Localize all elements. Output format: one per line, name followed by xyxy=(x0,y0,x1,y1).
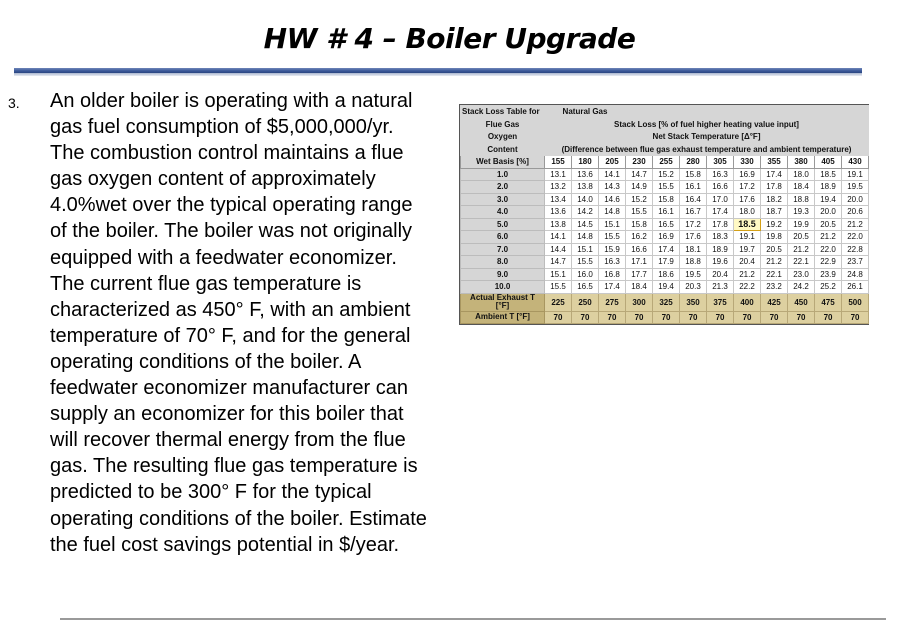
header-stack-loss: Stack Loss [% of fuel higher heating value input] xyxy=(545,118,869,131)
table-header-row-2 xyxy=(461,131,869,144)
stack-loss-cell: 16.1 xyxy=(653,206,680,219)
stack-loss-cell: 26.1 xyxy=(842,281,869,294)
stack-loss-cell: 22.2 xyxy=(734,281,761,294)
stack-loss-cell: 15.8 xyxy=(626,218,653,231)
stack-loss-cell: 22.9 xyxy=(815,256,842,269)
highlighted-stack-loss-cell: 18.5 xyxy=(734,218,761,231)
stack-loss-cell: 14.2 xyxy=(572,206,599,219)
exhaust-temp-cell: 375 xyxy=(707,293,734,311)
stack-loss-cell: 21.2 xyxy=(761,256,788,269)
ambient-temp-row xyxy=(461,311,869,324)
stack-loss-cell: 19.4 xyxy=(653,281,680,294)
stack-loss-cell: 20.0 xyxy=(842,193,869,206)
stack-loss-cell: 20.5 xyxy=(788,231,815,244)
stack-loss-cell: 15.2 xyxy=(626,193,653,206)
table-row xyxy=(461,281,869,294)
header-difference: (Difference between flue gas exhaust temperature and ambient temperature) xyxy=(545,143,869,156)
ambient-temp-cell: 70 xyxy=(761,311,788,324)
stack-loss-cell: 18.4 xyxy=(626,281,653,294)
stack-loss-cell: 15.5 xyxy=(626,206,653,219)
stack-loss-cell: 22.8 xyxy=(842,243,869,256)
label-oxygen: Oxygen xyxy=(461,131,545,144)
stack-loss-cell: 17.6 xyxy=(680,231,707,244)
net-temp-cell: 430 xyxy=(842,156,869,169)
stack-loss-cell: 18.9 xyxy=(815,181,842,194)
stack-loss-cell: 15.8 xyxy=(680,168,707,181)
stack-loss-cell: 13.8 xyxy=(545,218,572,231)
oxygen-cell: 2.0 xyxy=(461,181,545,194)
stack-loss-cell: 17.4 xyxy=(761,168,788,181)
net-temp-cell: 255 xyxy=(653,156,680,169)
stack-loss-cell: 20.4 xyxy=(734,256,761,269)
problem-text: An older boiler is operating with a natural gas fuel consumption of $5,000,000/yr. The combustion control maintains a flue gas oxygen content of approximately 4.0%wet over the typical operating range of the boiler. The boiler was not originally equipped with a feedwater economizer. The current flue gas temperature is characterized as 450° F, with an ambient temperature of 70° F, and for the general operating conditions of the boiler. A feedwater economizer manufacturer can supply an economizer for this boiler that will recover thermal energy from the flue gas. The resulting flue gas temperature is predicted to be 300° F for the typical operating conditions of the boiler. Estimate the fuel cost savings potential in $/year. xyxy=(50,90,427,556)
exhaust-temp-cell: 425 xyxy=(761,293,788,311)
stack-loss-cell: 18.2 xyxy=(761,193,788,206)
table-row xyxy=(461,256,869,269)
stack-loss-cell: 14.8 xyxy=(599,206,626,219)
table-fuel: Natural Gas xyxy=(545,106,626,119)
stack-loss-cell: 14.5 xyxy=(572,218,599,231)
ambient-temp-cell: 70 xyxy=(842,311,869,324)
stack-loss-cell: 17.4 xyxy=(653,243,680,256)
stack-loss-cell: 21.3 xyxy=(707,281,734,294)
net-temp-cell: 405 xyxy=(815,156,842,169)
stack-loss-cell: 20.0 xyxy=(815,206,842,219)
stack-loss-cell: 15.1 xyxy=(545,268,572,281)
stack-loss-cell: 18.1 xyxy=(680,243,707,256)
stack-loss-cell: 13.1 xyxy=(545,168,572,181)
header-net-temp: Net Stack Temperature [Δ°F] xyxy=(545,131,869,144)
exhaust-temp-label xyxy=(461,293,545,311)
oxygen-cell: 9.0 xyxy=(461,268,545,281)
ambient-temp-cell: 70 xyxy=(599,311,626,324)
exhaust-temp-cell: 400 xyxy=(734,293,761,311)
stack-loss-cell: 20.3 xyxy=(680,281,707,294)
stack-loss-cell: 19.1 xyxy=(734,231,761,244)
net-temp-cell: 205 xyxy=(599,156,626,169)
stack-loss-cell: 22.1 xyxy=(761,268,788,281)
stack-loss-cell: 15.5 xyxy=(545,281,572,294)
stack-loss-cell: 17.2 xyxy=(680,218,707,231)
stack-loss-cell: 16.4 xyxy=(680,193,707,206)
stack-loss-cell: 20.4 xyxy=(707,268,734,281)
stack-loss-grid xyxy=(460,105,869,324)
stack-loss-cell: 21.2 xyxy=(815,231,842,244)
stack-loss-cell: 16.3 xyxy=(599,256,626,269)
stack-loss-cell: 15.1 xyxy=(572,243,599,256)
stack-loss-cell: 16.9 xyxy=(653,231,680,244)
stack-loss-cell: 22.0 xyxy=(842,231,869,244)
stack-loss-cell: 22.0 xyxy=(815,243,842,256)
stack-loss-cell: 19.1 xyxy=(842,168,869,181)
table-row xyxy=(461,181,869,194)
stack-loss-cell: 16.1 xyxy=(680,181,707,194)
ambient-temp-cell: 70 xyxy=(707,311,734,324)
ambient-temp-cell: 70 xyxy=(626,311,653,324)
stack-loss-cell: 20.5 xyxy=(761,243,788,256)
stack-loss-cell: 14.3 xyxy=(599,181,626,194)
stack-loss-cell: 16.0 xyxy=(572,268,599,281)
stack-loss-cell: 18.6 xyxy=(653,268,680,281)
stack-loss-cell: 17.8 xyxy=(707,218,734,231)
stack-loss-cell: 16.9 xyxy=(734,168,761,181)
exhaust-temp-row xyxy=(461,293,869,311)
ambient-temp-label: Ambient T [°F] xyxy=(461,311,545,324)
stack-loss-cell: 13.6 xyxy=(572,168,599,181)
ambient-temp-cell: 70 xyxy=(653,311,680,324)
ambient-temp-cell: 70 xyxy=(680,311,707,324)
stack-loss-cell: 19.7 xyxy=(734,243,761,256)
ambient-temp-cell: 70 xyxy=(788,311,815,324)
table-label: Stack Loss Table for xyxy=(461,106,545,119)
stack-loss-cell: 14.7 xyxy=(545,256,572,269)
stack-loss-cell: 16.5 xyxy=(653,218,680,231)
exhaust-temp-cell: 450 xyxy=(788,293,815,311)
stack-loss-cell: 13.2 xyxy=(545,181,572,194)
label-flue-gas: Flue Gas xyxy=(461,118,545,131)
ambient-temp-cell: 70 xyxy=(734,311,761,324)
exhaust-temp-cell: 475 xyxy=(815,293,842,311)
exhaust-temp-cell: 275 xyxy=(599,293,626,311)
stack-loss-cell: 20.6 xyxy=(842,206,869,219)
net-temp-cell: 230 xyxy=(626,156,653,169)
stack-loss-cell: 19.5 xyxy=(842,181,869,194)
stack-loss-cell: 19.9 xyxy=(788,218,815,231)
stack-loss-cell: 13.4 xyxy=(545,193,572,206)
oxygen-cell: 6.0 xyxy=(461,231,545,244)
stack-loss-cell: 18.8 xyxy=(680,256,707,269)
stack-loss-cell: 14.1 xyxy=(599,168,626,181)
table-row xyxy=(461,243,869,256)
table-row xyxy=(461,218,869,231)
stack-loss-cell: 23.0 xyxy=(788,268,815,281)
exhaust-temp-cell: 250 xyxy=(572,293,599,311)
stack-loss-cell: 23.7 xyxy=(842,256,869,269)
stack-loss-cell: 19.3 xyxy=(788,206,815,219)
net-temp-cell: 330 xyxy=(734,156,761,169)
stack-loss-cell: 16.8 xyxy=(599,268,626,281)
stack-loss-cell: 14.9 xyxy=(626,181,653,194)
problem-number: 3. xyxy=(8,95,20,111)
stack-loss-cell: 21.2 xyxy=(788,243,815,256)
table-row xyxy=(461,193,869,206)
stack-loss-cell: 15.5 xyxy=(653,181,680,194)
exhaust-temp-label-line1: Actual Exhaust T xyxy=(470,293,535,302)
stack-loss-cell: 14.8 xyxy=(572,231,599,244)
stack-loss-cell: 15.5 xyxy=(572,256,599,269)
stack-loss-cell: 21.2 xyxy=(842,218,869,231)
slide-title: HW # 4 – Boiler Upgrade xyxy=(263,22,636,55)
wet-basis-label: Wet Basis [%] xyxy=(461,156,545,169)
stack-loss-cell: 16.7 xyxy=(680,206,707,219)
exhaust-temp-cell: 300 xyxy=(626,293,653,311)
exhaust-temp-label-line2: [°F] xyxy=(495,301,510,310)
stack-loss-cell: 19.4 xyxy=(815,193,842,206)
stack-loss-cell: 14.4 xyxy=(545,243,572,256)
stack-loss-cell: 14.7 xyxy=(626,168,653,181)
stack-loss-cell: 18.7 xyxy=(761,206,788,219)
ambient-temp-cell: 70 xyxy=(545,311,572,324)
stack-loss-cell: 21.2 xyxy=(734,268,761,281)
stack-loss-cell: 25.2 xyxy=(815,281,842,294)
stack-loss-cell: 15.5 xyxy=(599,231,626,244)
stack-loss-cell: 15.1 xyxy=(599,218,626,231)
oxygen-cell: 1.0 xyxy=(461,168,545,181)
exhaust-temp-cell: 225 xyxy=(545,293,572,311)
ambient-temp-cell: 70 xyxy=(815,311,842,324)
table-row xyxy=(461,268,869,281)
stack-loss-cell: 18.0 xyxy=(734,206,761,219)
stack-loss-cell: 19.2 xyxy=(761,218,788,231)
stack-loss-cell: 19.8 xyxy=(761,231,788,244)
stack-loss-cell: 14.0 xyxy=(572,193,599,206)
stack-loss-cell: 15.9 xyxy=(599,243,626,256)
stack-loss-cell: 18.5 xyxy=(815,168,842,181)
net-temp-cell: 280 xyxy=(680,156,707,169)
table-row xyxy=(461,231,869,244)
net-temp-row xyxy=(461,156,869,169)
stack-loss-cell: 18.8 xyxy=(788,193,815,206)
bottom-divider xyxy=(60,618,886,620)
stack-loss-cell: 16.3 xyxy=(707,168,734,181)
oxygen-cell: 5.0 xyxy=(461,218,545,231)
exhaust-temp-cell: 350 xyxy=(680,293,707,311)
stack-loss-cell: 16.2 xyxy=(626,231,653,244)
stack-loss-table xyxy=(459,104,869,325)
stack-loss-cell: 24.8 xyxy=(842,268,869,281)
oxygen-cell: 3.0 xyxy=(461,193,545,206)
stack-loss-cell: 17.0 xyxy=(707,193,734,206)
table-row xyxy=(461,206,869,219)
stack-loss-cell: 22.1 xyxy=(788,256,815,269)
exhaust-temp-cell: 325 xyxy=(653,293,680,311)
table-title-blank xyxy=(626,106,869,119)
stack-loss-cell: 18.9 xyxy=(707,243,734,256)
table-row xyxy=(461,168,869,181)
stack-loss-cell: 15.2 xyxy=(653,168,680,181)
oxygen-cell: 4.0 xyxy=(461,206,545,219)
stack-loss-cell: 23.2 xyxy=(761,281,788,294)
stack-loss-cell: 15.8 xyxy=(653,193,680,206)
stack-loss-cell: 17.2 xyxy=(734,181,761,194)
stack-loss-cell: 17.9 xyxy=(653,256,680,269)
table-title-row xyxy=(461,106,869,119)
stack-loss-cell: 17.4 xyxy=(599,281,626,294)
stack-loss-cell: 14.1 xyxy=(545,231,572,244)
ambient-temp-cell: 70 xyxy=(572,311,599,324)
stack-loss-cell: 17.4 xyxy=(707,206,734,219)
stack-loss-cell: 23.9 xyxy=(815,268,842,281)
title-underline-shadow xyxy=(14,73,862,76)
table-header-row-1 xyxy=(461,118,869,131)
oxygen-cell: 7.0 xyxy=(461,243,545,256)
label-content: Content xyxy=(461,143,545,156)
net-temp-cell: 305 xyxy=(707,156,734,169)
net-temp-cell: 355 xyxy=(761,156,788,169)
stack-loss-cell: 16.6 xyxy=(707,181,734,194)
oxygen-cell: 8.0 xyxy=(461,256,545,269)
stack-loss-cell: 18.3 xyxy=(707,231,734,244)
stack-loss-cell: 17.1 xyxy=(626,256,653,269)
stack-loss-cell: 20.5 xyxy=(815,218,842,231)
stack-loss-cell: 19.5 xyxy=(680,268,707,281)
stack-loss-cell: 17.8 xyxy=(761,181,788,194)
oxygen-cell: 10.0 xyxy=(461,281,545,294)
stack-loss-cell: 16.6 xyxy=(626,243,653,256)
stack-loss-cell: 17.6 xyxy=(734,193,761,206)
stack-loss-cell: 18.4 xyxy=(788,181,815,194)
stack-loss-cell: 24.2 xyxy=(788,281,815,294)
stack-loss-cell: 16.5 xyxy=(572,281,599,294)
stack-loss-cell: 14.6 xyxy=(599,193,626,206)
stack-loss-cell: 13.8 xyxy=(572,181,599,194)
stack-loss-cell: 13.6 xyxy=(545,206,572,219)
exhaust-temp-cell: 500 xyxy=(842,293,869,311)
net-temp-cell: 155 xyxy=(545,156,572,169)
net-temp-cell: 180 xyxy=(572,156,599,169)
net-temp-cell: 380 xyxy=(788,156,815,169)
stack-loss-cell: 19.6 xyxy=(707,256,734,269)
stack-loss-cell: 18.0 xyxy=(788,168,815,181)
table-header-row-3 xyxy=(461,143,869,156)
stack-loss-cell: 17.7 xyxy=(626,268,653,281)
